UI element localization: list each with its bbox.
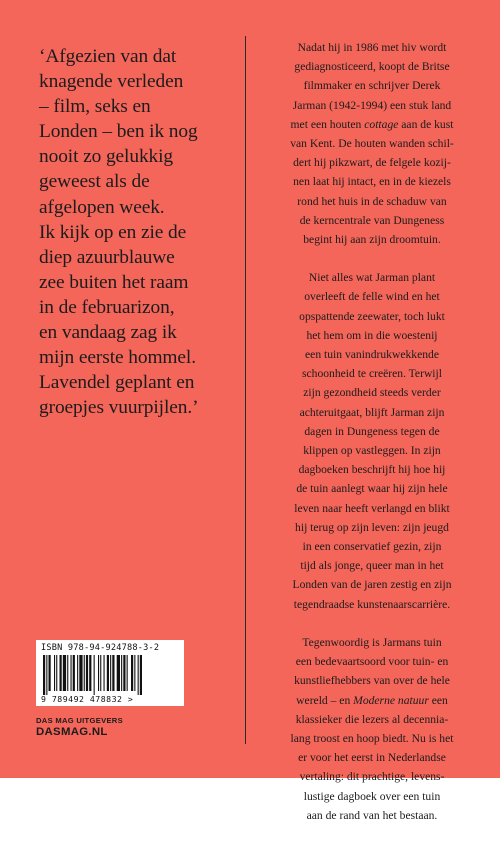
quote-line: mijn eerste hommel. bbox=[39, 347, 196, 369]
blurb-line: begint hij aan zijn droomtuin. bbox=[303, 233, 441, 247]
blurb-line: het hem om in die woestenij bbox=[306, 328, 438, 342]
blurb-line: Nadat hij in 1986 met hiv wordt bbox=[297, 41, 447, 54]
blurb-line: tegendraadse kunstenaarscarrière. bbox=[293, 597, 451, 611]
blurb-line: kunstliefhebbers van over de hele bbox=[294, 674, 450, 688]
barcode-icon bbox=[41, 655, 179, 695]
blurb-line: wereld – en Moderne natuur een bbox=[296, 693, 448, 707]
quote-line: en vandaag zag ik bbox=[39, 322, 177, 344]
pull-quote bbox=[39, 44, 239, 420]
blurb-line: tijd als jonge, queer man in het bbox=[300, 559, 444, 573]
blurb-line: gediagnosticeerd, koopt de Britse bbox=[294, 60, 450, 74]
blurb-line: Jarman (1942-1994) een stuk land bbox=[292, 98, 452, 112]
blurb-line: rond het huis in de schaduw van bbox=[297, 194, 447, 208]
blurb-line: vertaling: dit prachtige, levens- bbox=[299, 770, 445, 784]
blurb-line: klassieker die lezers al decennia- bbox=[295, 712, 449, 726]
blurb-line: dagen in Dungeness tegen de bbox=[304, 424, 440, 438]
quote-line: geweest als de bbox=[39, 171, 150, 193]
isbn-digits: 9 789492 478832 > bbox=[41, 694, 134, 704]
quote-line: groepjes vuurpijlen.’ bbox=[39, 397, 199, 419]
blurb-line: hij terug op zijn leven: zijn jeugd bbox=[295, 520, 449, 534]
blurb-line: de kerncentrale van Dungeness bbox=[299, 213, 445, 227]
blurb-paragraph bbox=[262, 268, 482, 614]
blurb-line: Londen van de jaren zestig en zijn bbox=[292, 578, 452, 592]
quote-line: diep azuurblauwe bbox=[39, 246, 175, 268]
blurb-line: Tegenwoordig is Jarmans tuin bbox=[302, 635, 442, 649]
blurb-line: achteruitgaat, blijft Jarman zijn bbox=[299, 405, 445, 419]
blurb-line: Niet alles wat Jarman plant bbox=[308, 271, 436, 285]
blurb-line: er voor het eerst in Nederlandse bbox=[298, 751, 446, 765]
blurb-line: klippen op vastleggen. In zijn bbox=[303, 444, 441, 458]
quote-line: Ik kijk op en zie de bbox=[39, 221, 187, 243]
blurb-line: dert hij pikzwart, de felgele kozij- bbox=[293, 156, 451, 170]
blurb-text bbox=[262, 38, 482, 844]
blurb-line: dagboeken beschrijft hij hoe hij bbox=[298, 463, 446, 477]
quote-line: ‘Afgezien van dat bbox=[39, 46, 177, 67]
isbn-barcode-box bbox=[36, 640, 184, 706]
quote-line: zee buiten het raam bbox=[39, 271, 189, 293]
blurb-line: de tuin aanlegt waar hij zijn hele bbox=[296, 482, 448, 496]
blurb-paragraph bbox=[262, 633, 482, 825]
quote-line: Lavendel geplant en bbox=[39, 372, 195, 394]
quote-line: nooit zo gelukkig bbox=[39, 146, 174, 168]
blurb-line: opspattende zeewater, toch lukt bbox=[299, 309, 445, 323]
blurb-line: schoonheid te creëren. Terwijl bbox=[302, 367, 442, 381]
publisher-name: DAS MAG UITGEVERS bbox=[36, 716, 123, 725]
blurb-line: een tuin vanindrukwekkende bbox=[305, 348, 439, 362]
quote-line: Londen – ben ik nog bbox=[39, 121, 198, 143]
blurb-line: aan de rand van het bestaan. bbox=[306, 808, 438, 822]
blurb-line: nen laat hij intact, en in de kiezels bbox=[293, 175, 451, 189]
blurb-line: zijn gezondheid steeds verder bbox=[303, 386, 441, 400]
quote-line: knagende verleden bbox=[39, 71, 184, 93]
blurb-line: overleeft de felle wind en het bbox=[304, 290, 440, 304]
blurb-line: een bedevaartsoord voor tuin- en bbox=[295, 655, 449, 669]
quote-line: afgelopen week. bbox=[39, 196, 165, 218]
blurb-line: met een houten cottage aan de kust bbox=[290, 117, 454, 131]
blurb-line: lustige dagboek over een tuin bbox=[303, 789, 441, 803]
blurb-line: lang troost en hoop biedt. Nu is het bbox=[290, 731, 454, 745]
blurb-line: in een conservatief gezin, zijn bbox=[302, 540, 442, 554]
quote-line: – film, seks en bbox=[39, 96, 151, 118]
blurb-line: filmmaker en schrijver Derek bbox=[303, 79, 441, 93]
publisher-block bbox=[36, 716, 123, 738]
blurb-paragraph bbox=[262, 38, 482, 249]
isbn-label: ISBN 978-94-924788-3-2 bbox=[41, 643, 160, 653]
blurb-line: van Kent. De houten wanden schil- bbox=[290, 137, 454, 151]
quote-line: in de februarizon, bbox=[39, 296, 175, 318]
publisher-website: DASMAG.NL bbox=[36, 726, 108, 738]
blurb-line: leven naar heeft verlangd en blikt bbox=[294, 501, 450, 515]
vertical-divider bbox=[245, 36, 246, 744]
